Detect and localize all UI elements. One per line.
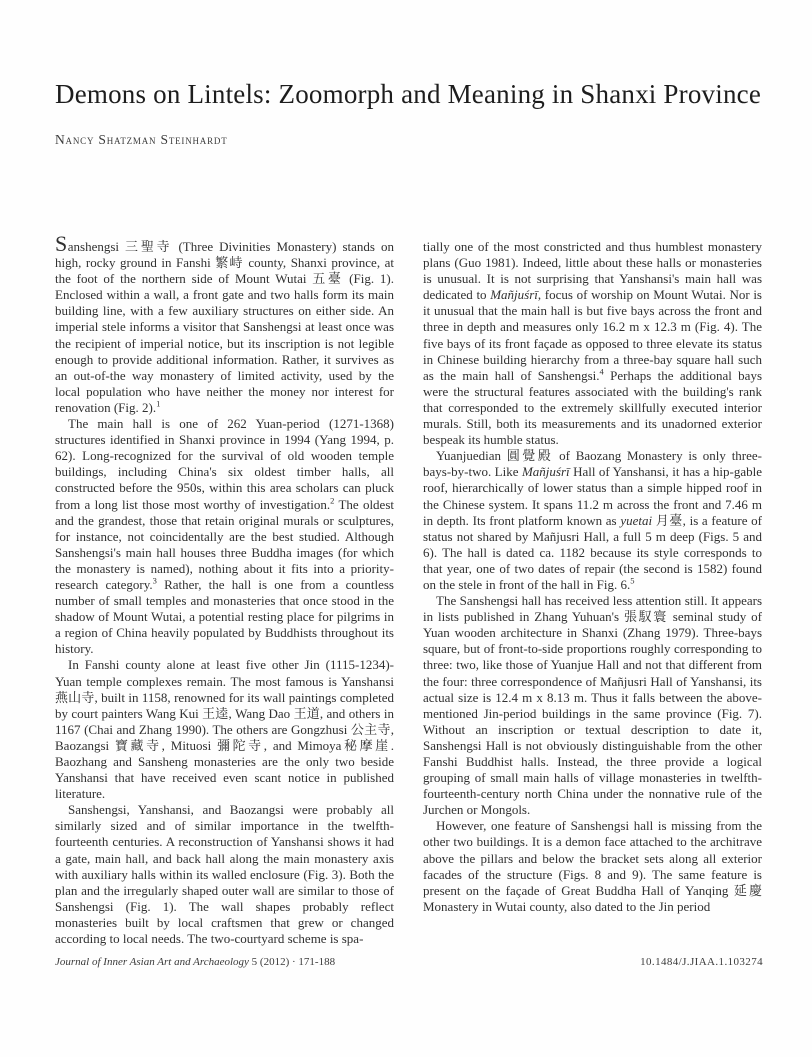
paragraph: Sanshengsi 三聖寺 (Three Divinities Monastery) stands on high, rocky ground in Fanshi 繁峙 county, Shanxi province, at the foot of the northern side of Mount Wutai 五臺 (Fig. 1). Enclosed within a wall, a front gate and two halls form its main building line, with a few auxiliary structures on either side. An imperial stele informs a visitor that Sanshengsi at least once was the recipient of imperial notice, but its inscription is not legible enough to provide additional information. Rather, it survives as an out-of-the way monastery of limited activity, used by the local population who have neither the money nor interest for renovation (Fig. 2).$^1$ — [55, 231, 394, 415]
left-column — [55, 231, 394, 947]
paragraph: In Fanshi county alone at least five other Jin (1115-1234)-Yuan temple complexes remain. The most famous is Yanshansi 燕山寺, built in 1158, renowned for its wall paintings completed by court painters Wang Kui 王逵, Wang Dao 王道, and others in 1167 (Chai and Zhang 1990). The others are Gongzhusi 公主寺, Baozangsi 寶藏寺, Mituosi 彌陀寺, and Mimoya秘摩崖. Baozhang and Sansheng monasteries are the only two beside Yanshansi that have received even scant notice in published literature. — [55, 657, 394, 802]
initial-cap: S — [55, 231, 68, 256]
paragraph: tially one of the most constricted and thus humblest monastery plans (Guo 1981). Indeed, little about these halls or monasteries is unusual. It is not surprising that Yanshansi's main hall was dedicated to Mañjuśrī, focus of worship on Mount Wutai. Nor is it unusual that the main hall is but five bays across the front and three in depth and measures only 16.2 m x 12.3 m (Fig. 4). The five bays of its front façade as opposed to three elevate its status in Chinese building hierarchy from a three-bay square hall such as the main hall of Sanshengsi.$^4$ Perhaps the additional bays were the structural features associated with the building's rank that corresponded to the extremely skillfully executed interior murals. Still, both its measurements and its unadorned exterior bespeak its humble status. — [423, 239, 763, 448]
journal-title: Journal of Inner Asian Art and Archaeology — [55, 956, 249, 968]
paragraph: Sanshengsi, Yanshansi, and Baozangsi were probably all similarly sized and of similar importance in the twelfth-fourteenth centuries. A reconstruction of Yanshansi shows it had a gate, main hall, and back hall along the main monastery axis with auxiliary halls within its walled enclosure (Fig. 3). Both the plan and the irregularly shaped outer wall are similar to those of Sanshengsi (Fig. 1). The wall shapes probably reflect monasteries built by local craftsmen that grew or changed according to local needs. The two-courtyard scheme is spa- — [55, 802, 394, 947]
paragraph: Yuanjuedian 圓覺殿 of Baozang Monastery is only three-bays-by-two. Like Mañjuśrī Hall of Yanshansi, it has a hip-gable roof, hierarchically of lower status than a simple hipped roof in the Chinese system. It spans 11.2 m across the front and 7.46 m in depth. Its front platform known as yuetai 月臺, is a feature of status not shared by Mañjusri Hall, a full 5 m deep (Figs. 5 and 6). The hall is dated ca. 1182 because its style corresponds to that year, one of two dates of repair (the second is 1582) found on the stele in front of the hall in Fig. 6.$^5$ — [423, 448, 762, 592]
page-title: Demons on Lintels: Zoomorph and Meaning in Shanxi Province — [55, 79, 762, 109]
page-footer — [55, 956, 763, 968]
article-body — [55, 231, 763, 947]
right-column — [423, 239, 762, 947]
doi-reference: 10.1484/J.JIAA.1.103274 — [640, 956, 763, 968]
paragraph: However, one feature of Sanshengsi hall is missing from the other two buildings. It is a demon face attached to the architrave above the pillars and below the bracket sets along all exterior facades of the structure (Figs. 8 and 9). The same feature is present on the façade of Great Buddha Hall of Yanqing 延慶 Monastery in Wutai county, also dated to the Jin period — [423, 818, 762, 914]
author-name: Nancy Shatzman Steinhardt — [55, 132, 228, 147]
journal-issue: 5 (2012) · 171-188 — [248, 956, 336, 968]
paragraph: The main hall is one of 262 Yuan-period (1271-1368) structures identified in Shanxi province in 1994 (Yang 1994, p. 62). Long-recognized for the survival of old wooden temple buildings, including China's six oldest timber halls, all constructed before the 950s, within this area scholars can pluck from a long list those most worthy of investigation.$^2$ The oldest and the grandest, those that retain original murals or sculptures, for instance, not coincidentally are the best studied. Although Sanshengsi's main hall houses three Buddha images (for which the monastery is named), nothing about it fits into a priority-research category.$^3$ Rather, the hall is one from a countless number of small temples and monasteries that once stood in the shadow of Mount Wutai, a potential resting place for pilgrims in a region of China heavily populated by Buddhists throughout its history. — [55, 416, 394, 657]
journal-citation — [55, 956, 335, 968]
article-header — [55, 76, 765, 148]
paragraph: The Sanshengsi hall has received less attention still. It appears in lists published in Zhang Yuhuan's 張馭寰 seminal study of Yuan wooden architecture in Shanxi (Zhang 1979). Three-bays square, but of front-to-side proportions roughly corresponding to three: two, like those of Yuanjue Hall and not that different from the four: three correspondence of Mañjusri Hall of Yanshansi, its actual size is 12.4 m x 8.13 m. Thus it falls between the above-mentioned Jin-period buildings in the same province (Fig. 7). Without an inscription or textual description to date it, Sanshengsi Hall is not obviously distinguishable from the other Fanshi Buddhist halls. Instead, the three provide a logical grouping of small main halls of village monasteries in twelfth-fourteenth-century north China under the nonnative rule of the Jurchen or Mongols. — [423, 593, 762, 818]
